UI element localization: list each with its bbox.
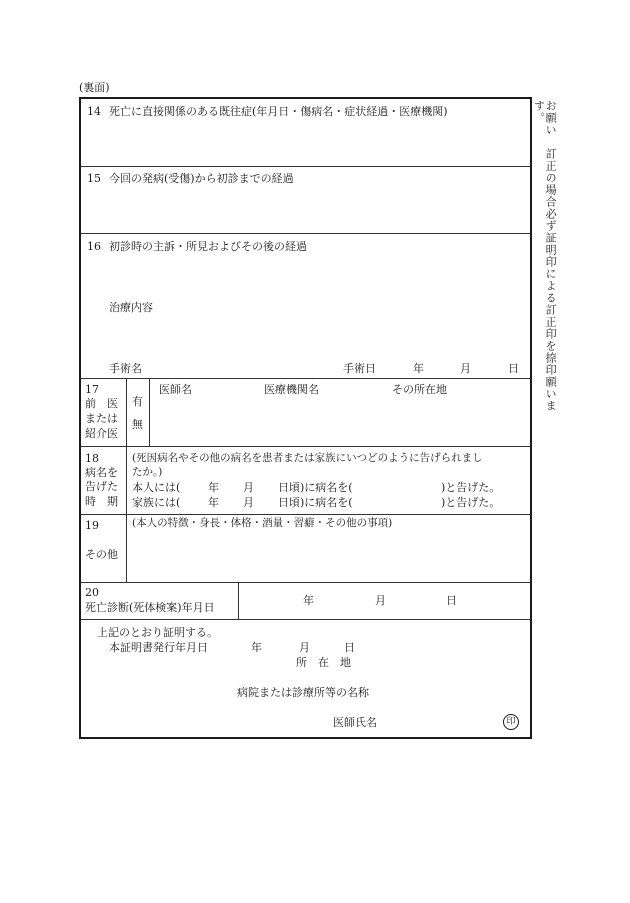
patient-told-label: 本人には(	[132, 481, 181, 494]
patient-year: 年	[208, 481, 219, 494]
page-label: (裏面)	[79, 81, 110, 94]
row16-number: 16	[87, 240, 101, 253]
treatment-label: 治療内容	[109, 301, 153, 314]
prior-institution-label: 医療機関名	[264, 383, 319, 396]
surgery-day: 日	[508, 362, 519, 375]
surgery-month: 月	[460, 362, 471, 375]
row20-label: 死亡診断(死体検案)年月日	[85, 601, 215, 614]
divider	[149, 378, 150, 446]
surgery-year: 年	[413, 362, 424, 375]
family-month: 月	[243, 496, 254, 509]
divider	[126, 446, 127, 582]
cert-address-label: 所 在 地	[296, 656, 351, 669]
row20-month: 月	[375, 594, 386, 607]
cert-year: 年	[251, 641, 262, 654]
row18-label-3: 時 期	[85, 495, 118, 508]
family-told-suffix: )と告げた。	[441, 496, 501, 509]
patient-told-suffix: )と告げた。	[441, 481, 501, 494]
row18-number: 18	[85, 452, 99, 465]
row17-label-2: または	[85, 412, 118, 425]
surgery-name-label: 手術名	[109, 362, 142, 375]
patient-month: 月	[243, 481, 254, 494]
family-year: 年	[208, 496, 219, 509]
cert-month: 月	[299, 641, 310, 654]
row15-title: 今回の発病(受傷)から初診までの経過	[109, 172, 294, 185]
row17-number: 17	[85, 383, 99, 396]
row19-number: 19	[85, 519, 99, 532]
row20-number: 20	[85, 586, 99, 599]
cert-doctor-name-label: 医師氏名	[333, 716, 377, 729]
divider	[126, 378, 127, 446]
divider	[81, 514, 530, 515]
row18-question-2: たか。)	[132, 466, 163, 478]
cert-issue-date-label: 本証明書発行年月日	[109, 641, 208, 654]
row17-label-1: 前 医	[85, 397, 118, 410]
cert-hospital-label: 病院または診療所等の名称	[237, 686, 369, 699]
prior-location-label: その所在地	[392, 383, 447, 396]
row18-question-1: (死因病名やその他の病名を患者または家族にいつどのように告げられまし	[132, 452, 483, 464]
row17-label-3: 紹介医	[85, 427, 118, 440]
row14-title: 死亡に直接関係のある既往症(年月日・傷病名・症状経過・医療機関)	[109, 105, 448, 118]
row14-number: 14	[87, 105, 101, 118]
family-told-label: 家族には(	[132, 496, 181, 509]
divider	[81, 233, 530, 234]
prior-doctor-label: 医師名	[159, 383, 192, 396]
row20-day: 日	[446, 594, 457, 607]
patient-day-approx: 日頃)に病名を(	[278, 481, 353, 494]
cert-statement: 上記のとおり証明する。	[97, 626, 218, 639]
seal-mark: 印	[503, 714, 519, 730]
divider	[81, 446, 530, 447]
side-note: お願い 訂正の場合必ず証明印による訂正印を捺印願います。	[532, 100, 558, 412]
row19-title: (本人の特徴・身長・体格・酒量・習癖・その他の事項)	[132, 517, 393, 529]
row18-label-2: 告げた	[85, 480, 118, 493]
row18-label-1: 病名を	[85, 466, 118, 479]
certificate-form	[79, 97, 532, 739]
cert-day: 日	[344, 641, 355, 654]
divider	[81, 619, 530, 620]
row19-label: その他	[85, 548, 118, 561]
row15-number: 15	[87, 172, 101, 185]
no-option: 無	[132, 418, 143, 431]
family-day-approx: 日頃)に病名を(	[278, 496, 353, 509]
row16-title: 初診時の主訴・所見およびその後の経過	[109, 240, 307, 253]
divider	[238, 582, 239, 619]
divider	[81, 166, 530, 167]
yes-option: 有	[132, 395, 143, 408]
divider	[81, 582, 530, 583]
row20-year: 年	[303, 594, 314, 607]
surgery-date-label: 手術日	[343, 362, 376, 375]
